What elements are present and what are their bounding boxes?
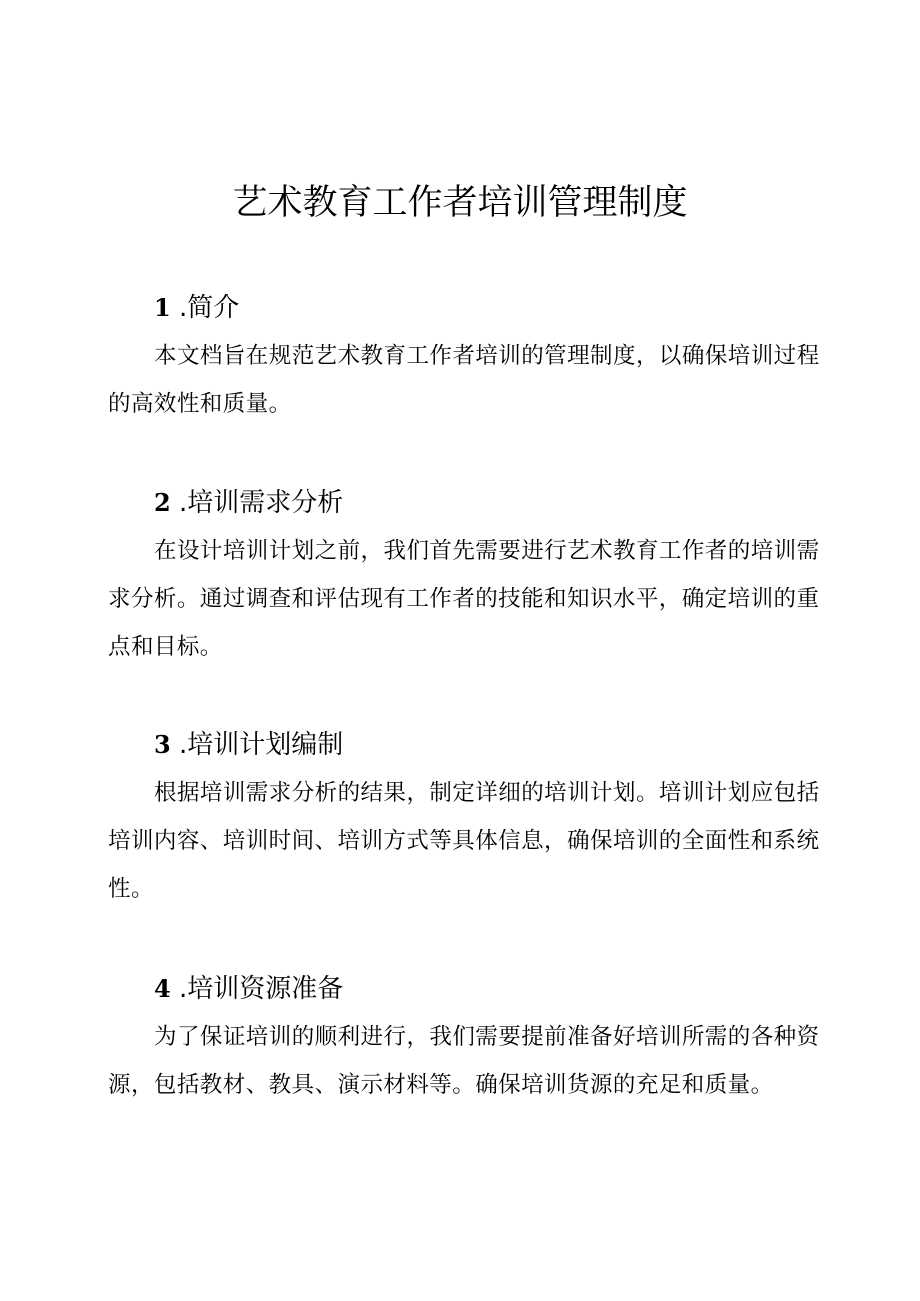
section-body: 为了保证培训的顺利进行，我们需要提前准备好培训所需的各种资源，包括教材、教具、演示材料等。确保培训货源的充足和质量。 xyxy=(108,1024,820,1098)
section-title: .简介 xyxy=(178,293,240,323)
section-body: 根据培训需求分析的结果，制定详细的培训计划。培训计划应包括培训内容、培训时间、培训方式等具体信息，确保培训的全面性和系统性。 xyxy=(108,780,820,902)
document-title: 艺术教育工作者培训管理制度 xyxy=(232,183,688,223)
section-body: 在设计培训计划之前，我们首先需要进行艺术教育工作者的培训需求分析。通过调查和评估现有工作者的技能和知识水平，确定培训的重点和目标。 xyxy=(108,538,820,660)
section-heading xyxy=(154,290,828,326)
section-introduction xyxy=(108,290,828,428)
section-title: .培训资源准备 xyxy=(178,974,344,1004)
section-number: 3 xyxy=(154,730,171,759)
section-number: 4 xyxy=(154,974,171,1003)
section-heading xyxy=(154,971,828,1007)
section-plan-compilation xyxy=(108,727,828,913)
section-resource-preparation xyxy=(108,971,828,1109)
section-title: .培训计划编制 xyxy=(178,730,344,760)
section-title: .培训需求分析 xyxy=(178,488,344,518)
section-body: 本文档旨在规范艺术教育工作者培训的管理制度，以确保培训过程的高效性和质量。 xyxy=(108,343,820,417)
section-number: 1 xyxy=(154,293,171,322)
section-needs-analysis xyxy=(108,485,828,671)
section-heading xyxy=(154,727,828,763)
section-number: 2 xyxy=(154,488,171,517)
section-heading xyxy=(154,485,828,521)
